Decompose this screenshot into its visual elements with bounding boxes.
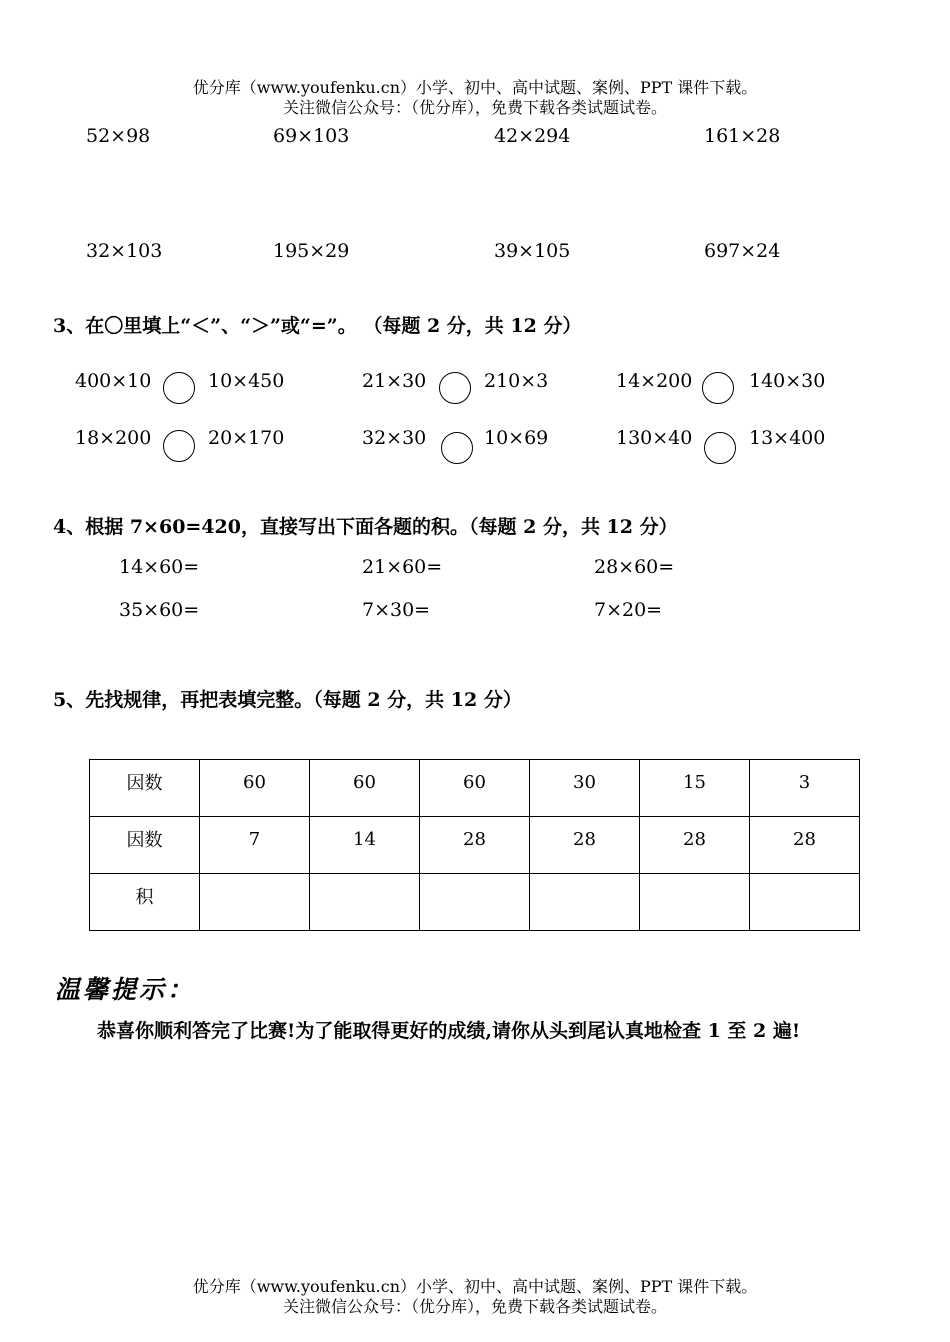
factor-table xyxy=(89,759,860,931)
q4-title: 4、根据 7×60=420，直接写出下面各题的积。（每题 2 分，共 12 分） xyxy=(53,516,678,538)
q3-title: 3、在〇里填上“＜”、“＞”或“=”。 （每题 2 分，共 12 分） xyxy=(53,315,582,337)
table-cell: 28 xyxy=(420,817,530,874)
table-cell: 3 xyxy=(750,760,860,817)
table-cell: 因数 xyxy=(90,817,200,874)
table-cell: 30 xyxy=(530,760,640,817)
table-cell: 14 xyxy=(310,817,420,874)
footer-line-1: 优分库（www.youfenku.cn）小学、初中、高中试题、案例、PPT 课件下载。 xyxy=(192,1277,758,1296)
footer-line-2: 关注微信公众号：（优分库），免费下载各类试题试卷。 xyxy=(282,1297,667,1316)
table-row xyxy=(90,817,860,874)
compare-circle[interactable] xyxy=(439,372,471,404)
compare-circle[interactable] xyxy=(702,372,734,404)
tips-title: 温馨提示： xyxy=(55,975,196,1004)
compare-right: 210×3 xyxy=(484,370,549,392)
answer-cell[interactable] xyxy=(640,874,750,931)
table-cell: 因数 xyxy=(90,760,200,817)
compare-left: 130×40 xyxy=(616,427,693,449)
compare-circle[interactable] xyxy=(704,432,736,464)
calc-item: 32×103 xyxy=(86,240,163,262)
calc-item: 195×29 xyxy=(273,240,350,262)
compare-right: 140×30 xyxy=(749,370,826,392)
compare-right: 13×400 xyxy=(749,427,826,449)
compare-right: 20×170 xyxy=(208,427,285,449)
table-cell: 28 xyxy=(750,817,860,874)
table-cell: 28 xyxy=(530,817,640,874)
calc-item: 697×24 xyxy=(704,240,781,262)
compare-left: 32×30 xyxy=(362,427,427,449)
calc-item: 52×98 xyxy=(86,125,151,147)
compare-left: 18×200 xyxy=(75,427,152,449)
q4-item: 21×60= xyxy=(362,556,443,578)
table-cell: 15 xyxy=(640,760,750,817)
q4-item: 35×60= xyxy=(119,599,200,621)
table-row xyxy=(90,874,860,931)
calc-item: 69×103 xyxy=(273,125,350,147)
q4-item: 7×30= xyxy=(362,599,431,621)
calc-item: 39×105 xyxy=(494,240,571,262)
header-line-1: 优分库（www.youfenku.cn）小学、初中、高中试题、案例、PPT 课件下载。 xyxy=(192,78,758,97)
calc-item: 42×294 xyxy=(494,125,571,147)
compare-right: 10×69 xyxy=(484,427,549,449)
answer-cell[interactable] xyxy=(200,874,310,931)
compare-circle[interactable] xyxy=(163,430,195,462)
answer-cell[interactable] xyxy=(530,874,640,931)
table-cell: 积 xyxy=(90,874,200,931)
q4-item: 14×60= xyxy=(119,556,200,578)
answer-cell[interactable] xyxy=(750,874,860,931)
compare-left: 21×30 xyxy=(362,370,427,392)
compare-circle[interactable] xyxy=(441,432,473,464)
tips-body: 恭喜你顺利答完了比赛!为了能取得更好的成绩,请你从头到尾认真地检查 1 至 2 遍! xyxy=(97,1020,801,1042)
compare-left: 400×10 xyxy=(75,370,152,392)
answer-cell[interactable] xyxy=(420,874,530,931)
compare-right: 10×450 xyxy=(208,370,285,392)
calc-item: 161×28 xyxy=(704,125,781,147)
compare-left: 14×200 xyxy=(616,370,693,392)
header-line-2: 关注微信公众号：（优分库），免费下载各类试题试卷。 xyxy=(282,98,667,117)
q4-item: 7×20= xyxy=(594,599,663,621)
table-cell: 60 xyxy=(200,760,310,817)
table-cell: 7 xyxy=(200,817,310,874)
table-cell: 60 xyxy=(420,760,530,817)
q4-item: 28×60= xyxy=(594,556,675,578)
table-cell: 28 xyxy=(640,817,750,874)
table-cell: 60 xyxy=(310,760,420,817)
compare-circle[interactable] xyxy=(163,372,195,404)
q5-title: 5、先找规律，再把表填完整。（每题 2 分，共 12 分） xyxy=(53,689,522,711)
table-row xyxy=(90,760,860,817)
answer-cell[interactable] xyxy=(310,874,420,931)
